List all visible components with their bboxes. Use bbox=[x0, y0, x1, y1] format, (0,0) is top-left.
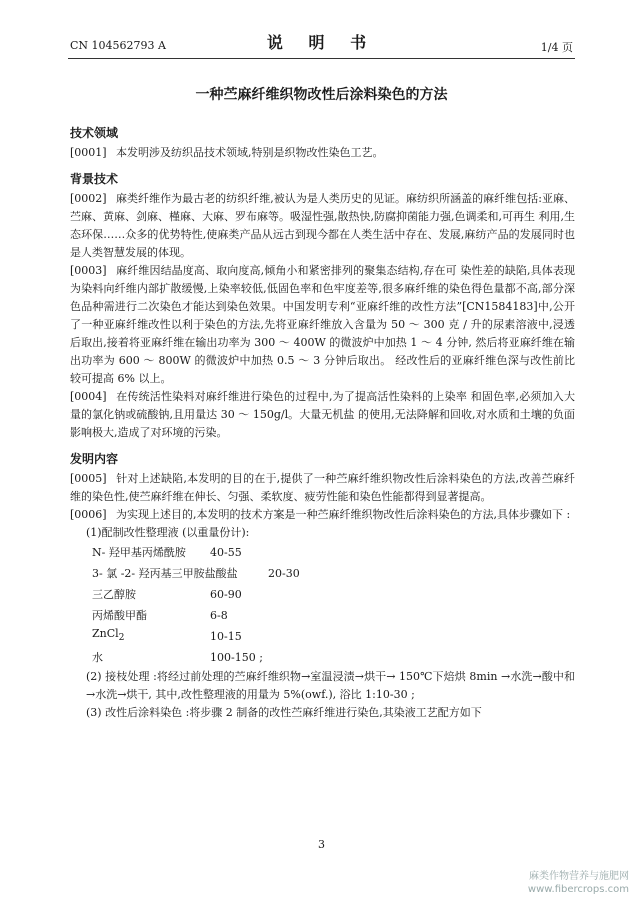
ingredient-row bbox=[92, 563, 575, 584]
patent-number: CN 104562793 A bbox=[70, 39, 166, 52]
paragraph-id: [0001] bbox=[70, 146, 107, 159]
ingredient-row bbox=[92, 605, 575, 626]
step-3-text: (3) 改性后涂料染色 :将步骤 2 制备的改性苎麻纤维进行染色,其染液工艺配方如下 bbox=[86, 706, 482, 719]
document-body bbox=[70, 124, 575, 722]
ingredient-formula-subscript: 2 bbox=[118, 632, 125, 644]
document-title: 一种苎麻纤维织物改性后涂料染色的方法 bbox=[195, 87, 448, 103]
watermark-line-2: www.fibercrops.com bbox=[527, 884, 629, 895]
ingredient-list bbox=[70, 542, 575, 668]
page-indicator: 1/4 页 bbox=[540, 41, 573, 54]
header-rule bbox=[68, 58, 575, 59]
ingredient-amount: 20-30 bbox=[268, 566, 300, 580]
step-1-title: (1)配制改性整理液 (以重量份计): bbox=[86, 526, 250, 539]
paragraph-text: 本发明涉及纺织品技术领域,特别是织物改性染色工艺。 bbox=[116, 146, 384, 159]
section-heading-background: 背景技术 bbox=[70, 172, 119, 186]
site-watermark bbox=[528, 870, 629, 896]
step-2-text: (2) 接枝处理 :将经过前处理的苎麻纤维织物→室温浸渍→烘干→ 150℃下焙烘 8min →水洗→酸中和→水洗→烘干, 其中,改性整理液的用量为 5%(owf.), 浴比 1:10-30 ; bbox=[86, 670, 575, 701]
paragraph-id: [0002] bbox=[70, 192, 107, 205]
ingredient-amount: 60-90 bbox=[210, 587, 242, 601]
paragraph-text: 麻类纤维作为最古老的纺织纤维,被认为是人类历史的见证。麻纺织所涵盖的麻纤维包括:亚麻、苎麻、黄麻、剑麻、槿麻、大麻、罗布麻等。吸湿性强,散热快,防腐抑菌能力强,色调柔和,可再生 利用,生态环保……众多的优势特性,使麻类产品从远古到现今都在人类生活中存在、发展,麻纺产品的发展同时也是人类智慧发展的体现。 bbox=[70, 192, 575, 259]
paragraph-text: 麻纤维因结晶度高、取向度高,倾角小和紧密排列的聚集态结构,存在可 染性差的缺陷,具体表现为染料向纤维内部扩散缓慢,上染率较低,低固色率和色牢度差等,很多麻纤维的染色得色量都不高,部分深色品种需进行二次染色才能达到染色效果。中国发明专利“亚麻纤维的改性方法”[CN1584183]中,公开了一种亚麻纤维改性以利于染色的方法,先将亚麻纤维放入含量为 50 ～ 300 克 / 升的尿素溶液中,浸透后取出,接着将亚麻纤维在输出功率为 300 ～ 400W 的微波炉中加热 1 ～ 4 分钟, 然后将亚麻纤维在输出功率为 600 ～ 800W 的微波炉中加热 0.5 ～ 3 分钟后取出。 经改性后的亚麻纤维色深与改性前比较可提高 6% 以上。 bbox=[70, 264, 575, 385]
paragraph-0001 bbox=[70, 144, 575, 162]
section-heading-tech-field: 技术领域 bbox=[70, 126, 119, 140]
ingredient-name: 水 bbox=[92, 650, 103, 664]
paragraph-id: [0003] bbox=[70, 264, 107, 277]
document-type: 说 明 书 bbox=[266, 33, 377, 52]
ingredient-row bbox=[92, 647, 575, 668]
paragraph-text: 在传统活性染料对麻纤维进行染色的过程中,为了提高活性染料的上染率 和固色率,必须加入大量的氯化钠或硫酸钠,且用量达 30 ～ 150g/l。大量无机盐 的使用,无法降解和回收,对水质和土壤的负面影响极大,造成了对环境的污染。 bbox=[70, 390, 575, 439]
ingredient-amount: 6-8 bbox=[210, 608, 228, 622]
ingredient-row bbox=[92, 584, 575, 605]
watermark-line-1: 麻类作物营养与施肥网 bbox=[529, 871, 629, 882]
ingredient-amount: 40-55 bbox=[210, 545, 242, 559]
page-number: 3 bbox=[318, 838, 325, 851]
ingredient-formula: ZnCl bbox=[92, 627, 119, 641]
ingredient-name bbox=[92, 625, 210, 647]
step-2 bbox=[70, 668, 575, 704]
paragraph-0005 bbox=[70, 470, 575, 506]
paragraph-0004 bbox=[70, 388, 575, 442]
paragraph-text: 针对上述缺陷,本发明的目的在于,提供了一种苎麻纤维织物改性后涂料染色的方法,改善苎麻纤维的染色性,使苎麻纤维在伸长、匀强、柔软度、疲劳性能和染色性能都得到显著提高。 bbox=[70, 472, 575, 503]
ingredient-name: 丙烯酸甲酯 bbox=[92, 608, 147, 622]
ingredient-name: 三乙醇胺 bbox=[92, 587, 136, 601]
ingredient-amount: 100-150 ; bbox=[210, 650, 263, 664]
ingredient-name: N- 羟甲基丙烯酰胺 bbox=[92, 545, 186, 559]
ingredient-amount: 10-15 bbox=[210, 629, 242, 643]
paragraph-id: [0004] bbox=[70, 390, 107, 403]
paragraph-id: [0005] bbox=[70, 472, 107, 485]
ingredient-row bbox=[92, 626, 575, 647]
section-heading-summary: 发明内容 bbox=[70, 452, 119, 466]
paragraph-0002 bbox=[70, 190, 575, 262]
paragraph-id: [0006] bbox=[70, 508, 107, 521]
step-3 bbox=[70, 704, 575, 722]
paragraph-0006 bbox=[70, 506, 575, 524]
ingredient-row bbox=[92, 542, 575, 563]
step-1 bbox=[70, 524, 575, 542]
paragraph-text: 为实现上述目的,本发明的技术方案是一种苎麻纤维织物改性后涂料染色的方法,具体步骤如下 : bbox=[116, 508, 571, 521]
paragraph-0003 bbox=[70, 262, 575, 388]
ingredient-name: 3- 氯 -2- 羟丙基三甲胺盐酸盐 bbox=[92, 566, 238, 580]
